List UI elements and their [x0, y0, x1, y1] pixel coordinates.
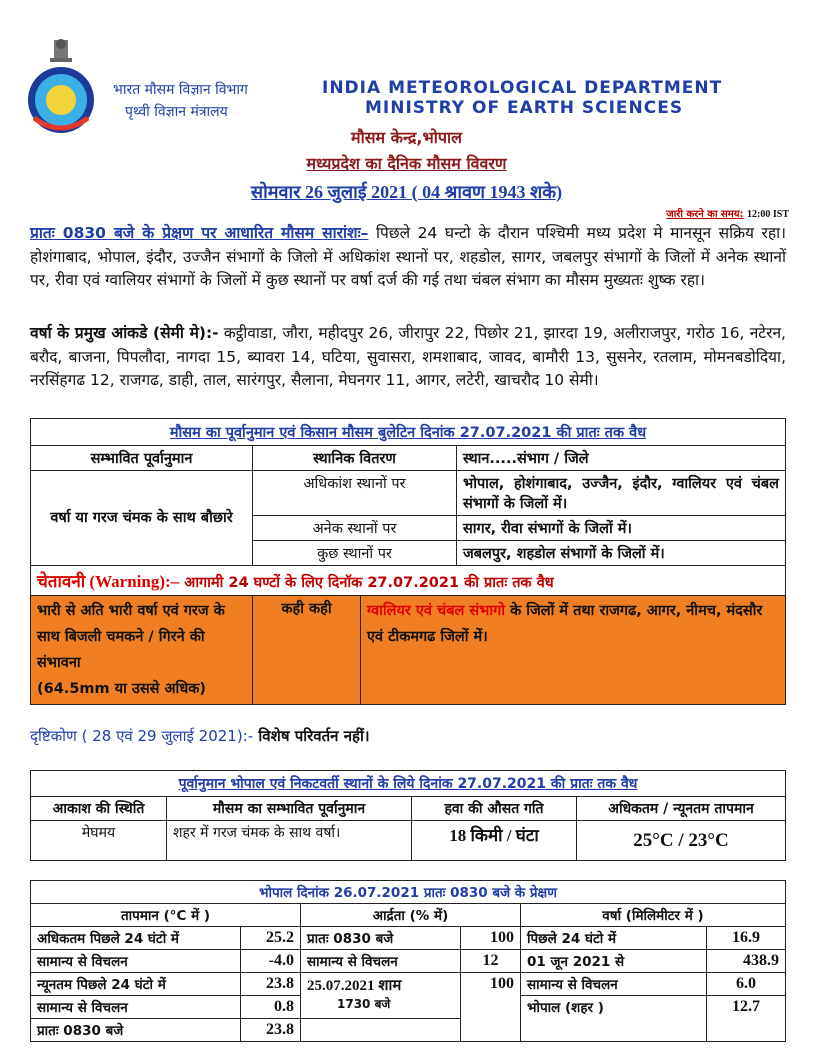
forecast-places-3: जबलपुर, शहडोल संभागों के जिलों में। [457, 541, 786, 566]
date-line: सोमवार 26 जुलाई 2021 ( 04 श्रावण 1943 शके) [250, 182, 563, 202]
forecast-dist-1: अधिकांश स्थानों पर [253, 471, 457, 516]
summary-label: प्रातः 0830 बजे के प्रेक्षण पर आधारित मौसम सारांशः– [30, 224, 369, 242]
obs-temp-value-2: -4.0 [241, 950, 301, 973]
obs-temp-value-1: 25.2 [241, 927, 301, 950]
observation-table [30, 880, 786, 1042]
bhopal-header-weather: मौसम का सम्भावित पूर्वानुमान [167, 797, 412, 821]
issue-time-label: जारी करने का समय: [666, 209, 744, 220]
bhopal-sky: मेघमय [31, 821, 167, 861]
obs-rain-label-3: सामान्य से विचलन [521, 973, 707, 996]
header-eng-ministry: MINISTRY OF EARTH SCIENCES [365, 98, 684, 118]
centre-title: मौसम केन्द्र,भोपाल [351, 128, 462, 147]
summary-text: पिछले 24 घन्टो के दौरान पश्चिमी मध्य प्रदेश मे मानसून सक्रिय रहा। होशंगाबाद, भोपाल, इंदौर, उज्जैन संभागों के जिलो में अधिकांश स्थानों पर, शहडोल, सागर, जबलपुर संभागों के जिलों में अनेक स्थानों पर, रीवा एवं ग्वालियर संभागों के जिलों में कुछ स्थानों पर वर्षा दर्ज की गई तथा चंबल संभाग का मौसम मुख्यतः शुष्क रहा। [30, 224, 787, 289]
obs-rain-value-3: 6.0 [707, 973, 786, 996]
forecast-header-distribution: स्थानिक वितरण [253, 446, 457, 471]
outlook-text: विशेष परिवर्तन नहीं। [253, 727, 370, 745]
bhopal-forecast-title: पूर्वानुमान भोपाल एवं निकटवर्ती स्थानों के लिये दिनांक 27.07.2021 की प्रातः तक वैध [31, 771, 786, 797]
obs-humidity-header: आर्द्रता (% में) [301, 904, 521, 927]
warning-validity: आगामी 24 घण्टों के लिए दिनॉक 27.07.2021 की प्रातः तक वैध [179, 575, 554, 591]
obs-rain-label-4: भोपाल (शहर ) [521, 996, 707, 1042]
obs-hum-label-3-line2: 1730 बजे [337, 997, 391, 1011]
warning-places [361, 596, 786, 705]
obs-rain-value-2: 438.9 [707, 950, 786, 973]
forecast-places-2: सागर, रीवा संभागों के जिलों में। [457, 516, 786, 541]
obs-rain-label-2: 01 जून 2021 से [521, 950, 707, 973]
warning-label: चेतावनी (Warning):– [37, 572, 180, 591]
report-title: मध्यप्रदेश का दैनिक मौसम विवरण [306, 154, 507, 173]
issue-time-value: 12:00 IST [747, 209, 789, 220]
bhopal-weather: शहर में गरज चंमक के साथ वर्षा। [167, 821, 412, 861]
obs-hum-value-2: 12 [461, 950, 521, 973]
rain-figures-text: कट्ठीवाडा, जौरा, महीदपुर 26, जीरापुर 22, पिछोर 21, झारदा 19, अलीराजपुर, गरोठ 16, नटेरन, बरौद, बाजना, पिपलौदा, नागदा 15, ब्यावरा 14, घटिया, सुवासरा, शमशाबाद, जावद, बामौरी 13, सुसनेर, रतलाम, मोमनबडोदिया, नरसिंहगढ 12, राजगढ, डाही, ताल, सारंगपुर, सैलाना, मेघनगर 11, आगर, लटेरी, खाचरौद 10 सेमी। [30, 324, 786, 389]
forecast-header-phenomenon: सम्भावित पूर्वानुमान [31, 446, 253, 471]
forecast-dist-3: कुछ स्थानों पर [253, 541, 457, 566]
obs-hum-label-3-line1: 25.07.2021 शाम [307, 978, 402, 994]
warning-row [31, 596, 786, 705]
weather-summary [30, 222, 786, 293]
header-hindi-ministry: पृथ्वी विज्ञान मंत्रालय [125, 104, 228, 120]
obs-rain-value-1: 16.9 [707, 927, 786, 950]
warning-places-rest: के जिलों में तथा राजगढ, आगर, नीमच, मंदसौर एवं टीकमगढ जिलों में। [367, 603, 763, 645]
obs-temp-label-3: न्यूनतम पिछले 24 घंटो में [31, 973, 241, 996]
warning-title [31, 566, 786, 596]
outlook-label: दृष्टिकोण ( 28 एवं 29 जुलाई 2021):- [30, 727, 254, 745]
obs-temp-header: तापमान (°C में ) [31, 904, 301, 927]
obs-hum-empty [301, 1019, 461, 1042]
observation-title: भोपाल दिनांक 26.07.2021 प्रातः 0830 बजे के प्रेक्षण [31, 881, 786, 904]
issue-time [666, 206, 789, 220]
header-eng-dept: INDIA METEOROLOGICAL DEPARTMENT [322, 78, 723, 98]
obs-temp-label-2: सामान्य से विचलन [31, 950, 241, 973]
forecast-header-places: स्थान.....संभाग / जिले [457, 446, 786, 471]
forecast-phenomenon: वर्षा या गरज चंमक के साथ बौछारे [31, 471, 253, 566]
forecast-table [30, 418, 786, 705]
forecast-dist-2: अनेक स्थानों पर [253, 516, 457, 541]
warning-phenomenon [31, 596, 253, 705]
obs-rain-value-4: 12.7 [707, 996, 786, 1042]
obs-temp-label-5: प्रातः 0830 बजे [31, 1019, 241, 1042]
header-hindi-dept: भारत मौसम विज्ञान विभाग [113, 82, 248, 98]
obs-temp-label-4: सामान्य से विचलन [31, 996, 241, 1019]
obs-temp-value-5: 23.8 [241, 1019, 301, 1042]
warning-places-red: ग्वालियर एवं चंबल संभागो [367, 603, 506, 619]
outlook [30, 726, 370, 746]
obs-temp-label-1: अधिकतम पिछले 24 घंटो में [31, 927, 241, 950]
bhopal-wind: 18 किमी / घंटा [412, 821, 577, 861]
obs-hum-label-1: प्रातः 0830 बजे [301, 927, 461, 950]
obs-hum-value-3: 100 [461, 973, 521, 1042]
warning-threshold: (64.5mm या उससे अधिक) [37, 681, 206, 697]
obs-hum-value-1: 100 [461, 927, 521, 950]
obs-hum-label-2: सामान्य से विचलन [301, 950, 461, 973]
rain-figures [30, 322, 786, 393]
bhopal-header-sky: आकाश की स्थिति [31, 797, 167, 821]
obs-temp-value-4: 0.8 [241, 996, 301, 1019]
obs-rain-header: वर्षा (मिलिमीटर में ) [521, 904, 786, 927]
rain-figures-label: वर्षा के प्रमुख आंकडे (सेमी मे):- [30, 324, 219, 342]
bhopal-forecast-table [30, 770, 786, 861]
obs-temp-value-3: 23.8 [241, 973, 301, 996]
bhopal-temp: 25°C / 23°C [577, 821, 786, 861]
bhopal-header-temp: अधिकतम / न्यूनतम तापमान [577, 797, 786, 821]
obs-rain-label-1: पिछले 24 घंटो में [521, 927, 707, 950]
obs-hum-label-3 [301, 973, 461, 1019]
warning-phenomenon-text: भारी से अति भारी वर्षा एवं गरज के साथ बिजली चमकने / गिरने की संभावना [37, 603, 225, 671]
warning-extent: कही कही [253, 596, 361, 705]
bhopal-header-wind: हवा की औसत गति [412, 797, 577, 821]
forecast-places-1: भोपाल, होशंगाबाद, उज्जैन, इंदौर, ग्वालियर एवं चंबल संभागों के जिलों में। [457, 471, 786, 516]
forecast-title: मौसम का पूर्वानुमान एवं किसान मौसम बुलेटिन दिनांक 27.07.2021 की प्रातः तक वैध [31, 419, 786, 446]
